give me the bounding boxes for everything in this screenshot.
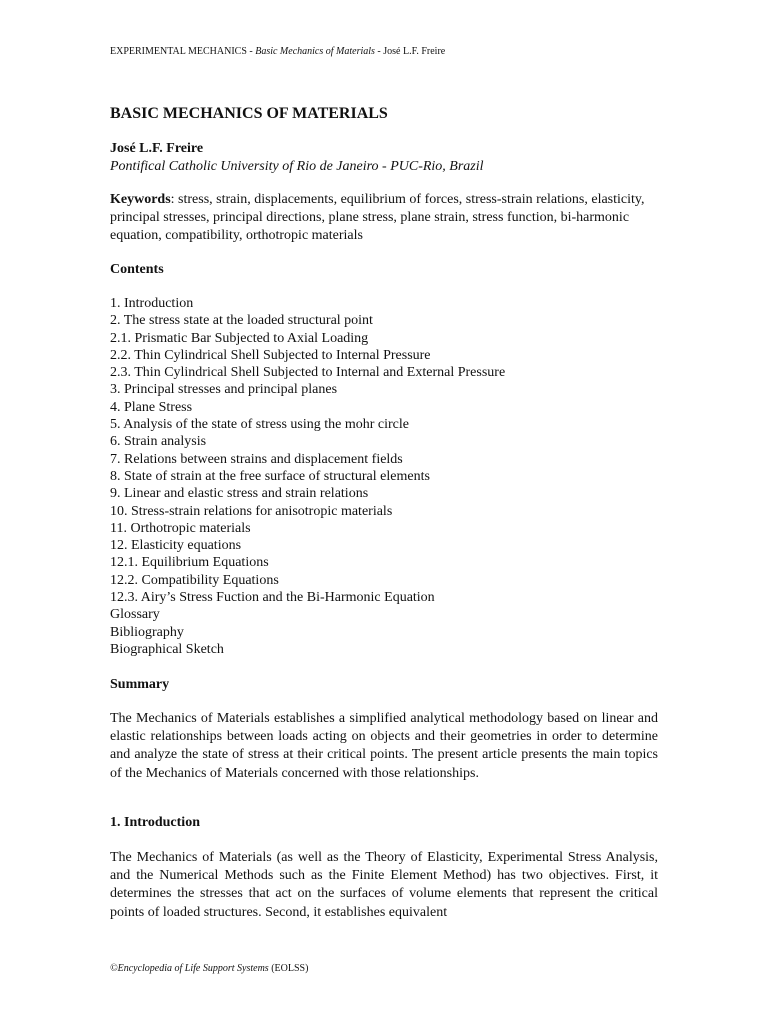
toc-item: 2. The stress state at the loaded structural point [110,313,373,329]
toc-item: 6. Strain analysis [110,434,207,450]
toc-item: 12.1. Equilibrium Equations [110,555,269,571]
toc-item: 8. State of strain at the free surface of structural elements [110,468,430,484]
table-of-contents [110,295,505,658]
page-footer [110,962,308,975]
keywords-paragraph [110,191,658,246]
summary-paragraph: The Mechanics of Materials establishes a simplified analytical methodology based on linear and elastic relationships between loads acting on objects and their geometries in order to determine and analyze the state of stress at their critical points. The present article presents the main topics of the Mechanics of Materials concerned with those relationships. [110,711,658,781]
toc-item: 10. Stress-strain relations for anisotropic materials [110,503,393,519]
footer-publisher: ©Encyclopedia of Life Support Systems [110,963,269,974]
toc-item: Bibliography [110,624,184,640]
toc-item: 3. Principal stresses and principal planes [110,382,338,398]
toc-item: 5. Analysis of the state of stress using the mohr circle [110,417,409,433]
footer-abbrev: (EOLSS) [268,963,309,974]
toc-item: 2.3. Thin Cylindrical Shell Subjected to Internal and External Pressure [110,365,506,381]
introduction-paragraph: The Mechanics of Materials (as well as the Theory of Elasticity, Experimental Stress Analysis, and the Numerical Methods such as the Finite Element Method) has two objectives. First, it determines the stresses that act on the surfaces of volume elements that represent the critical points of loaded structures. Second, it establishes equivalent [110,850,658,920]
toc-item: 2.1. Prismatic Bar Subjected to Axial Loading [110,330,369,346]
keywords-label: Keywords [110,192,171,207]
running-header [110,45,445,58]
toc-item: 2.2. Thin Cylindrical Shell Subjected to Internal Pressure [110,347,431,363]
toc-item: Biographical Sketch [110,641,224,657]
toc-item: 12.3. Airy’s Stress Fuction and the Bi-Harmonic Equation [110,590,435,606]
header-author: - José L.F. Freire [374,46,446,57]
keywords-text: : stress, strain, displacements, equilibrium of forces, stress-strain relations, elasticity, principal stresses, principal directions, plane stress, plane strain, stress function, bi-harmonic equation, compatibility, orthotropic materials [110,192,645,244]
summary-heading: Summary [110,677,170,692]
toc-item: Glossary [110,607,160,623]
header-article-title: Basic Mechanics of Materials [255,46,375,57]
contents-heading: Contents [110,262,164,277]
header-journal: EXPERIMENTAL MECHANICS - [110,46,256,57]
document-title: BASIC MECHANICS OF MATERIALS [110,105,388,122]
toc-item: 12. Elasticity equations [110,538,242,554]
author-affiliation: Pontifical Catholic University of Rio de Janeiro - PUC-Rio, Brazil [110,159,484,174]
toc-item: 7. Relations between strains and displacement fields [110,451,403,467]
toc-item: 9. Linear and elastic stress and strain relations [110,486,369,502]
toc-item: 12.2. Compatibility Equations [110,572,279,588]
toc-item: 11. Orthotropic materials [110,520,251,536]
introduction-heading: 1. Introduction [110,815,200,830]
author-name: José L.F. Freire [110,141,204,156]
toc-item: 4. Plane Stress [110,399,193,415]
toc-item: 1. Introduction [110,296,194,311]
